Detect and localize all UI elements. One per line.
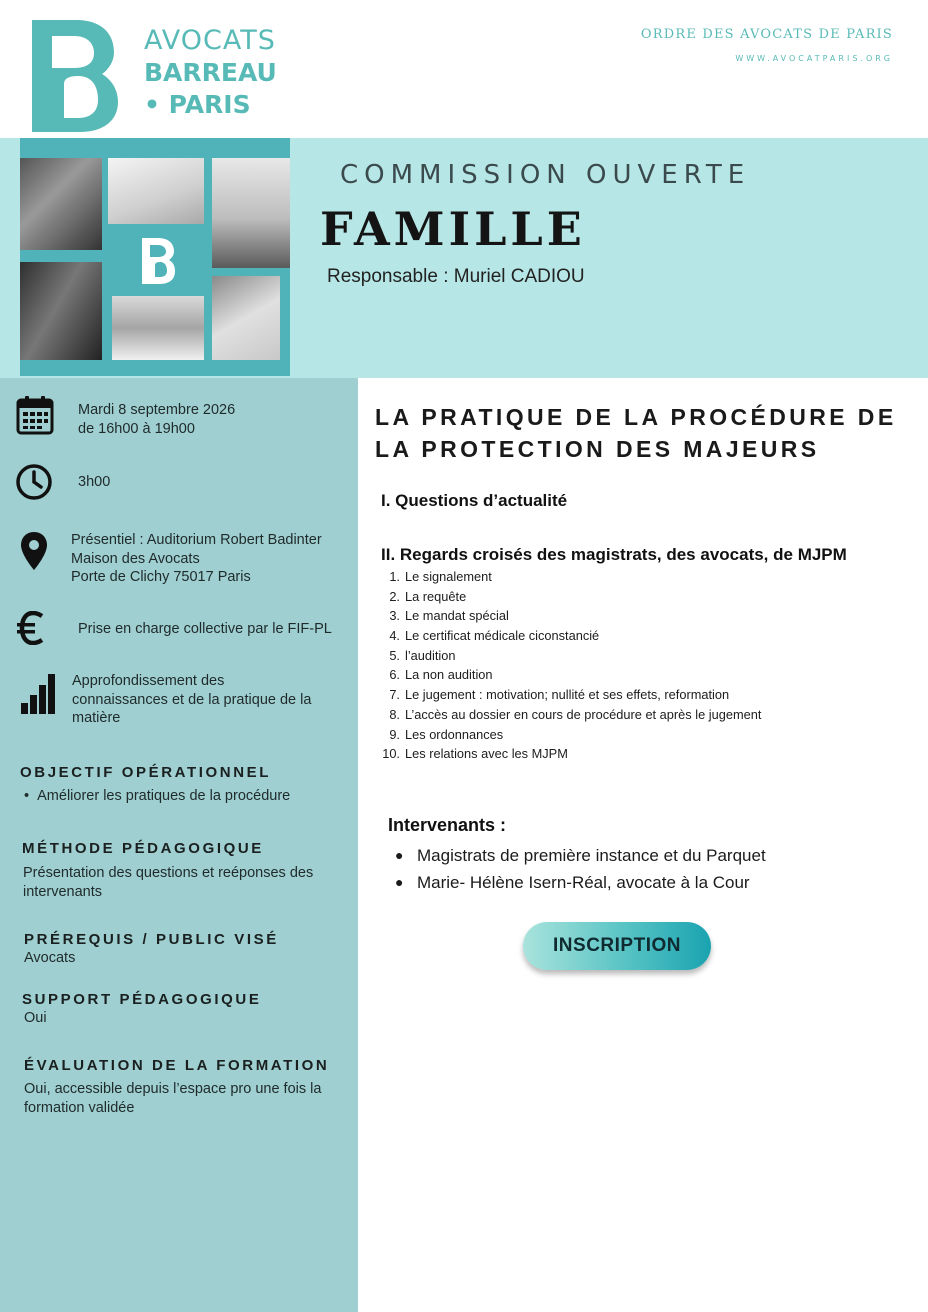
list-item: 6. La non audition [389,667,493,683]
course-title [375,401,915,465]
barreau-logo-icon [28,16,120,134]
list-item: 5. l’audition [389,647,456,663]
objectif-title: OBJECTIF OPÉRATIONNEL [20,764,271,781]
commission-subtitle: COMMISSION OUVERTE [340,160,751,190]
list-item: ● Marie- Hélène Isern-Réal, avocate à la Cour [395,869,766,896]
list-item: 9. Les ordonnances [389,726,504,742]
list-item: 4. Le certificat médicale ciconstancié [389,628,600,644]
stairs-photo [112,296,204,360]
methode-text [23,864,313,902]
location-line-1: Présentiel : Auditorium Robert Badinter [71,532,322,548]
intervenants-list [395,842,766,896]
support-text: Oui [24,1010,47,1026]
list-item: 8. L’accès au dossier en cours de procédure et après le jugement [389,706,762,722]
funding-text: Prise en charge collective par le FIF-PL [78,621,332,637]
calendar-icon [16,395,54,435]
level-line-3: matière [72,710,121,726]
euro-icon [17,611,45,645]
duration-text: 3h00 [78,474,111,490]
part-1-heading: I. Questions d’actualité [381,491,568,510]
date-text [78,401,235,438]
evaluation-line-1: Oui, accessible depuis l’espace pro une fois la [24,1081,322,1097]
ordre-title: ORDRE DES AVOCATS DE PARIS [640,27,893,42]
bullet-icon: ● [395,847,404,863]
ordre-block [641,27,893,63]
logo-wordmark [144,26,277,120]
steps-list [381,569,901,766]
evaluation-line-2: formation validée [24,1100,135,1116]
date-line-1: Mardi 8 septembre 2026 [78,402,236,418]
family-photo [20,158,102,250]
location-line-2: Maison des Avocats [71,550,200,567]
methode-title: MÉTHODE PÉDAGOGIQUE [22,840,264,857]
list-item: 3. Le mandat spécial [389,608,509,624]
logo-line-paris: • PARIS [144,90,251,119]
inscription-button[interactable]: INSCRIPTION [523,922,711,970]
list-item: ● Magistrats de première instance et du Parquet [395,842,766,869]
level-line-2: connaissances et de la pratique de la [72,691,312,708]
location-line-3: Porte de Clichy 75017 Paris [71,569,251,585]
elderly-photo [20,262,102,360]
evaluation-title: ÉVALUATION DE LA FORMATION [24,1057,330,1074]
logo-line-barreau: BARREAU [144,58,277,87]
prerequis-text: Avocats [24,950,76,966]
ornament-photo [108,158,204,224]
methode-line-1: Présentation des questions et reéponses des [23,865,314,881]
mother-child-photo [212,276,280,360]
level-line-1: Approfondissement des [72,673,225,689]
responsable-text: Responsable : Muriel CADIOU [327,266,585,287]
course-title-line-1: LA PRATIQUE DE LA PROCÉDURE DE [375,404,897,430]
prerequis-title: PRÉREQUIS / PUBLIC VISÉ [24,931,279,948]
bullet-icon: • [24,788,38,804]
objectif-item: Améliorer les pratiques de la procédure [37,788,291,804]
site-link[interactable]: WWW.AVOCATPARIS.ORG [735,54,893,63]
city-photo [212,158,290,268]
clock-icon [15,463,53,501]
objectif-list [24,787,290,806]
evaluation-text [24,1080,321,1118]
page-title: FAMILLE [320,202,586,256]
date-line-2: de 16h00 à 19h00 [78,420,195,437]
intervenants-title: Intervenants : [388,815,507,835]
support-title: SUPPORT PÉDAGOGIQUE [22,991,262,1008]
list-item: 10. Les relations avec les MJPM [382,746,568,762]
list-item: 2. La requête [389,588,467,604]
list-item: 1. Le signalement [389,569,492,584]
bullet-icon: ● [395,874,404,890]
header [0,0,928,138]
sidebar [0,378,358,1312]
location-pin-icon [20,531,48,571]
photo-collage [20,138,290,376]
level-bars-icon [20,673,56,715]
banner [0,138,928,378]
methode-line-2: intervenants [23,884,102,900]
list-item: 7. Le jugement : motivation; nullité et ses effets, reformation [389,687,730,703]
b-logo-icon [140,236,176,286]
location-text [71,531,322,587]
course-title-line-2: LA PROTECTION DES MAJEURS [375,436,820,462]
level-text [72,672,311,728]
logo-line-avocats: AVOCATS [144,25,276,56]
part-2-heading: II. Regards croisés des magistrats, des avocats, de MJPM [381,545,847,564]
